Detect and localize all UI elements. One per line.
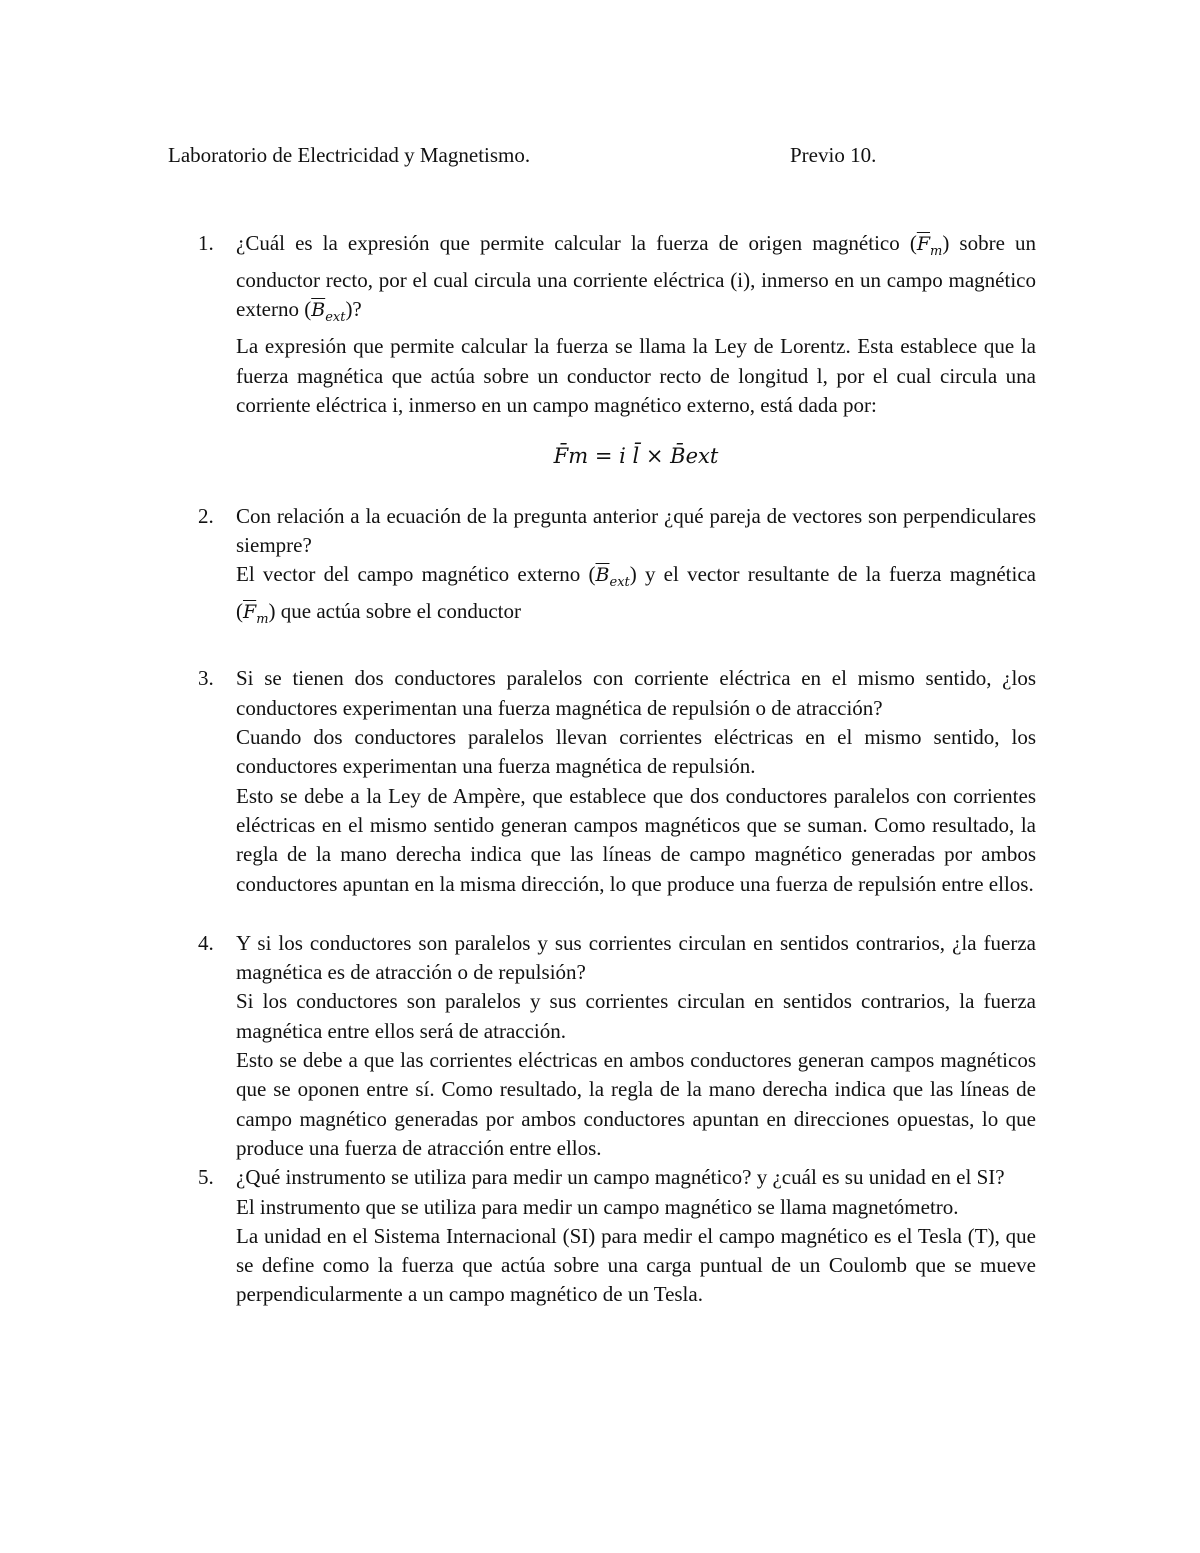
list-item — [168, 229, 1036, 472]
answer-text: Esto se debe a la Ley de Ampère, que establece que dos conductores paralelos con corrientes eléctricas en el mismo sentido generan campos magnéticos que se suman. Como resultado, la regla de la mano derecha indica que las líneas de campo magnético generadas por ambos conductores apuntan en la misma dirección, lo que produce una fuerza de repulsión entre ellos. — [236, 783, 1036, 896]
item-number: 2. — [198, 503, 214, 528]
list-item — [168, 502, 1036, 635]
answer-text: El vector del campo magnético externo $(\overline{B}_{ext})$ y el vector resultante de la fuerza magnética $(\overline{F}_m)$ que actúa sobre el conductor — [236, 562, 1036, 628]
question-text: Y si los conductores son paralelos y sus corrientes circulan en sentidos contrarios, ¿la fuerza magnética es de atracción o de repulsión? — [236, 930, 1036, 985]
list-item — [168, 664, 1036, 898]
force-vector-symbol: $\overline{F}$ — [243, 601, 257, 624]
lorentz-formula: F̄m = i l̄ × B̄ext — [553, 444, 719, 469]
item-number: 4. — [198, 930, 214, 955]
question-text: Si se tienen dos conductores paralelos con corriente eléctrica en el mismo sentido, ¿los conductores experimentan una fuerza magnética de repulsión o de atracción? — [236, 666, 1036, 720]
question-list — [168, 229, 1036, 1310]
answer-text: El instrumento que se utiliza para medir un campo magnético se llama magnetómetro. — [236, 1194, 959, 1219]
question-text: Con relación a la ecuación de la pregunta anterior ¿qué pareja de vectores son perpendiculares siempre? — [236, 503, 1036, 557]
answer-text: La unidad en el Sistema Internacional (SI) para medir el campo magnético es el Tesla (T), que se define como la fuerza que actúa sobre una carga puntual de un Coulomb que se mueve perpendicularmente a un campo magnético de un Tesla. — [236, 1223, 1036, 1307]
answer-text: La expresión que permite calcular la fuerza se llama la Ley de Lorentz. Esta establece que la fuerza magnética que actúa sobre un conductor recto de longitud l, por el cual circula una corriente eléctrica i, inmerso en un campo magnético externo, está dada por: — [236, 334, 1036, 418]
item-number: 1. — [198, 231, 214, 255]
question-text: ¿Cuál es la expresión que permite calcular la fuerza de origen magnético $(\overline{F}_m)$ sobre un conductor recto, por el cual circula una corriente eléctrica (i), inmerso en un campo magnético externo $(\overline{B}_{ext})$? — [236, 231, 1036, 326]
list-item — [168, 1163, 1036, 1309]
field-vector-symbol: $\overline{B}$ — [595, 564, 610, 587]
question-text: ¿Qué instrumento se utiliza para medir un campo magnético? y ¿cuál es su unidad en el SI? — [236, 1165, 1005, 1190]
field-vector-symbol: $\overline{B}$ — [311, 299, 326, 322]
answer-text: Esto se debe a que las corrientes eléctricas en ambos conductores generan campos magnéticos que se oponen entre sí. Como resultado, la regla de la mano derecha indica que las líneas de campo magnético generadas por ambos conductores apuntan en direcciones opuestas, lo que produce una fuerza de atracción entre ellos. — [236, 1048, 1036, 1160]
header-assignment-label: Previo 10. — [790, 143, 877, 167]
answer-text: Cuando dos conductores paralelos llevan corrientes eléctricas en el mismo sentido, los conductores experimentan una fuerza magnética de repulsión. — [236, 725, 1036, 779]
header-course-title: Laboratorio de Electricidad y Magnetismo. — [168, 143, 531, 167]
item-number: 3. — [198, 666, 214, 691]
answer-text: Si los conductores son paralelos y sus corrientes circulan en sentidos contrarios, la fuerza magnética entre ellos será de atracción. — [236, 989, 1036, 1043]
item-number: 5. — [198, 1165, 214, 1190]
list-item — [168, 929, 1036, 1163]
force-vector-symbol: $\overline{F}$ — [916, 233, 930, 255]
